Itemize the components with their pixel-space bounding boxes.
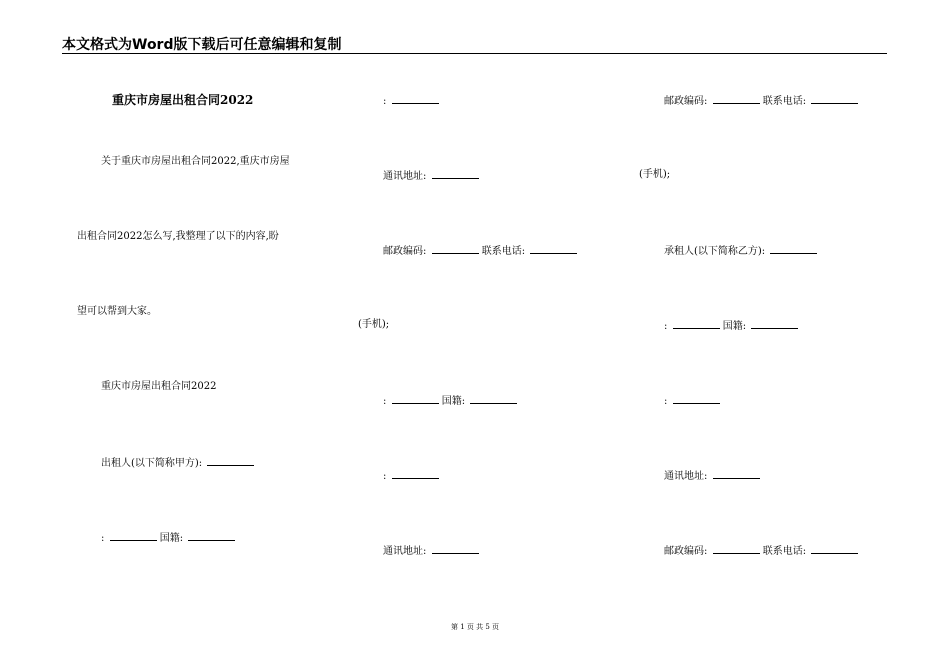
postcode-label: 邮政编码: xyxy=(383,246,427,257)
colon-label: : xyxy=(383,396,387,407)
col2-mobile-line: (手机); xyxy=(358,319,390,330)
id-label: : xyxy=(101,533,105,544)
address-blank xyxy=(432,544,479,554)
col3-postcode-line xyxy=(664,94,858,108)
party-a-line xyxy=(101,456,254,470)
col3-mobile-line: (手机); xyxy=(639,169,671,180)
id-blank xyxy=(392,394,439,404)
intro-line-1: 关于重庆市房屋出租合同2022,重庆市房屋 xyxy=(101,156,290,167)
postcode-label: 邮政编码: xyxy=(664,546,708,557)
col2-line-6 xyxy=(383,469,439,483)
nationality-blank xyxy=(751,319,798,329)
phone-blank xyxy=(811,544,858,554)
field-blank xyxy=(392,469,439,479)
colon-label: : xyxy=(664,396,668,407)
col2-postcode-line xyxy=(383,244,577,258)
col3-line-5 xyxy=(664,394,720,408)
address-label: 通讯地址: xyxy=(664,471,708,482)
contract-subtitle: 重庆市房屋出租合同2022 xyxy=(101,381,217,392)
party-a-label: 出租人(以下简称甲方): xyxy=(101,458,203,469)
postcode-blank xyxy=(432,244,479,254)
col3-id-line xyxy=(664,319,798,333)
col2-address-line-2 xyxy=(383,544,479,558)
id-blank xyxy=(110,531,157,541)
contract-title: 重庆市房屋出租合同2022 xyxy=(112,93,254,107)
nationality-blank xyxy=(470,394,517,404)
phone-label: 联系电话: xyxy=(762,96,807,107)
colon-label: : xyxy=(383,471,387,482)
party-a-blank xyxy=(207,456,254,466)
phone-label: 联系电话: xyxy=(762,546,807,557)
party-b-label: 承租人(以下简称乙方): xyxy=(664,246,766,257)
address-label: 通讯地址: xyxy=(383,546,427,557)
address-blank xyxy=(713,469,760,479)
col2-address-line xyxy=(383,169,479,183)
party-a-id-line xyxy=(101,531,235,545)
document-header: 本文格式为Word版下载后可任意编辑和复制 xyxy=(62,37,342,53)
intro-line-2: 出租合同2022怎么写,我整理了以下的内容,盼 xyxy=(77,231,279,242)
postcode-blank xyxy=(713,544,760,554)
address-label: 通讯地址: xyxy=(383,171,427,182)
page-number: 第 1 页 共 5 页 xyxy=(450,623,500,631)
col2-line-1 xyxy=(383,94,439,108)
postcode-label: 邮政编码: xyxy=(664,96,708,107)
col3-postcode-line-2 xyxy=(664,544,858,558)
nationality-blank xyxy=(188,531,235,541)
field-blank xyxy=(673,394,720,404)
phone-blank xyxy=(530,244,577,254)
address-blank xyxy=(432,169,479,179)
party-b-line xyxy=(664,244,817,258)
nationality-label: 国籍: xyxy=(722,321,747,332)
col2-id-line xyxy=(383,394,517,408)
phone-label: 联系电话: xyxy=(481,246,526,257)
id-blank xyxy=(673,319,720,329)
header-divider xyxy=(62,53,887,54)
nationality-label: 国籍: xyxy=(441,396,466,407)
field-blank xyxy=(392,94,439,104)
nationality-label: 国籍: xyxy=(159,533,184,544)
intro-line-3: 望可以帮到大家。 xyxy=(77,306,157,317)
col3-address-line xyxy=(664,469,760,483)
colon-label: : xyxy=(664,321,668,332)
party-b-blank xyxy=(770,244,817,254)
colon-label: : xyxy=(383,96,387,107)
phone-blank xyxy=(811,94,858,104)
postcode-blank xyxy=(713,94,760,104)
